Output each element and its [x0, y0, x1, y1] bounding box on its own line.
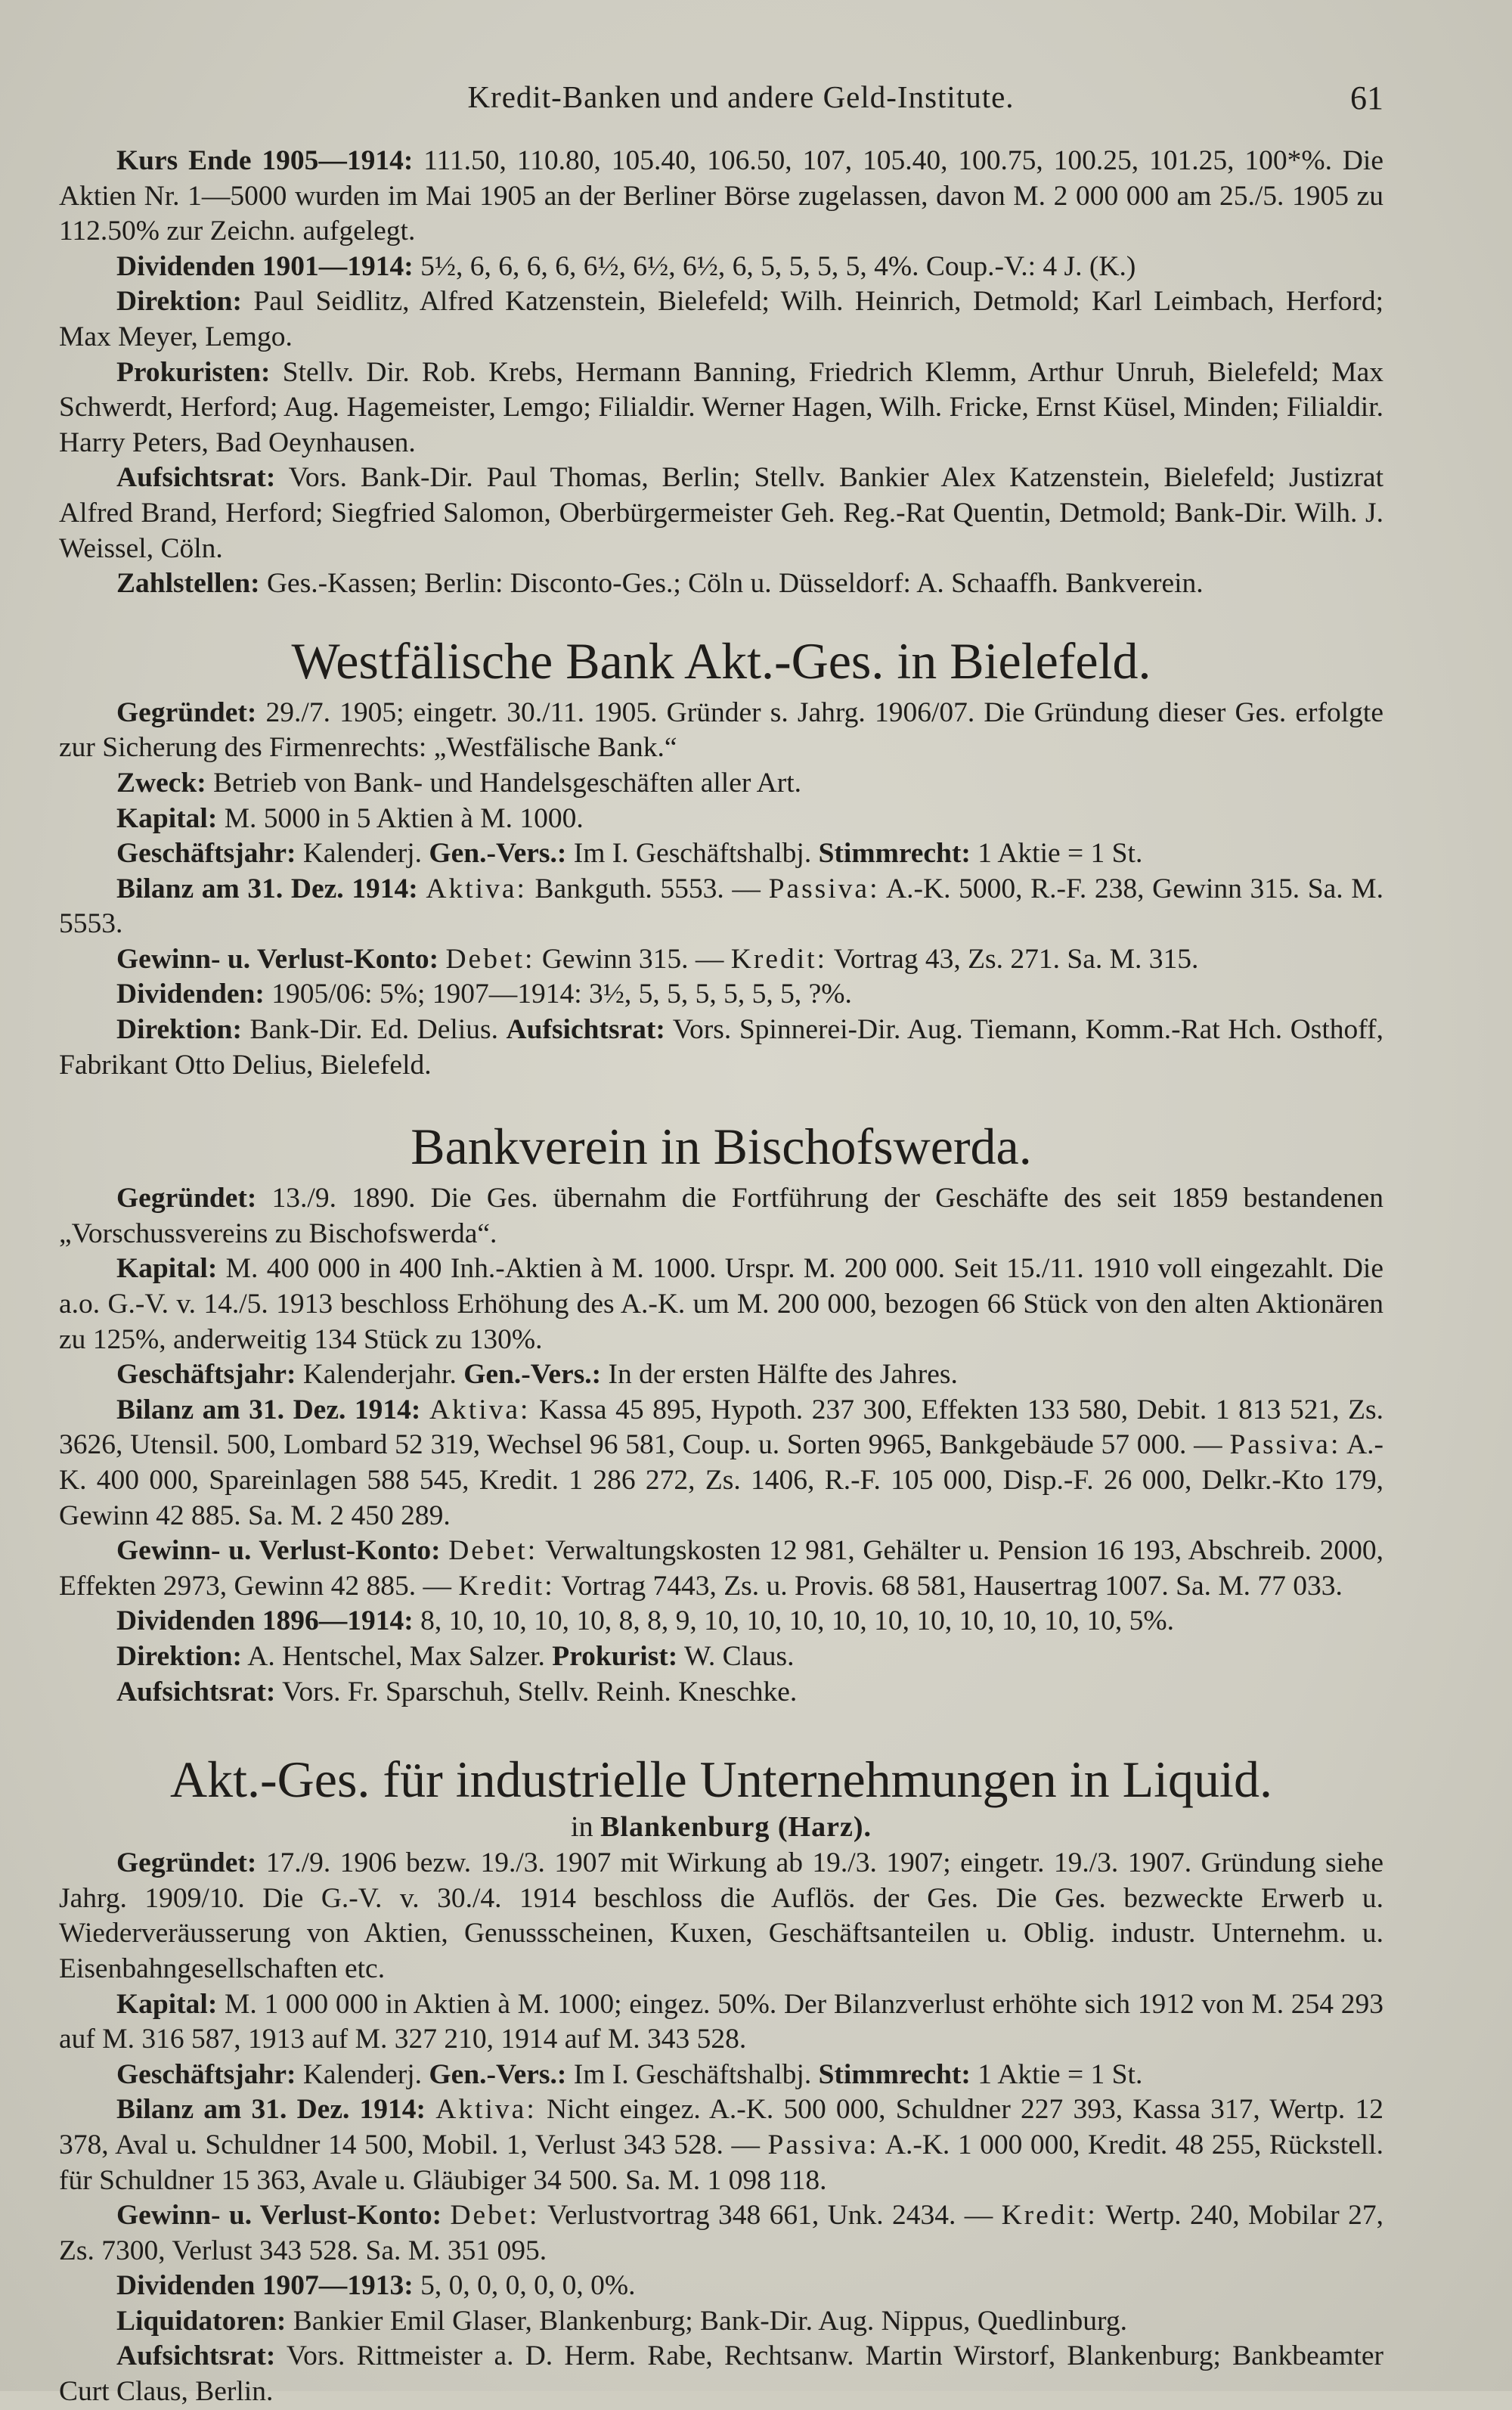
- industrie-kredit-label: Kredit:: [1001, 2200, 1098, 2232]
- bischofswerda-bilanz: [59, 1393, 1383, 1534]
- bischofswerda-kredit-label: Kredit:: [458, 1570, 555, 1602]
- prokuristen-paragraph: [59, 355, 1383, 461]
- industrie-gj-label: Geschäftsjahr:: [116, 2058, 296, 2090]
- prokuristen-label: Prokuristen:: [116, 356, 271, 388]
- bischofswerda-gj-label: Geschäftsjahr:: [116, 1359, 296, 1391]
- westfalen-gegruendet: [59, 696, 1383, 766]
- industrie-geschaeftsjahr: [59, 2058, 1383, 2093]
- bischofswerda-kapital: [59, 1252, 1383, 1357]
- kurs-label: Kurs Ende 1905—1914:: [116, 145, 414, 176]
- bischofswerda-gewinn: [59, 1534, 1383, 1604]
- industrie-aktiva-text: Nicht eingez. A.-K. 500 000, Schuldner 227 393, Kassa 317, Wertp. 12 378, Aval u. Schuldner 14 500, Mobil. 1, Verlust 343 528. —: [59, 2094, 1384, 2160]
- westfalen-gj-text: Kalenderj.: [296, 838, 429, 870]
- industrie-title: Akt.-Ges. für industrielle Unternehmungen in Liquid.: [170, 1751, 1272, 1809]
- westfalen-gewinn-label: Gewinn- u. Verlust-Konto:: [116, 943, 439, 975]
- industrie-liquidatoren: [59, 2304, 1383, 2340]
- bischofswerda-passiva-text: A.-K. 400 000, Spareinlagen 588 545, Kredit. 1 286 272, Zs. 1406, R.-F. 105 000, Disp.-F. 26 000, Delkr.-Kto 179, Gewinn 42 885. Sa. M. 2 450 289.: [59, 1429, 1384, 1531]
- westfalen-direktion-text: Bank-Dir. Ed. Delius.: [241, 1014, 507, 1046]
- industrie-genvers-label: Gen.-Vers.:: [429, 2058, 567, 2090]
- industrie-stimmrecht-text: 1 Aktie = 1 St.: [970, 2058, 1143, 2090]
- industrie-kapital-label: Kapital:: [116, 1988, 218, 2020]
- industrie-bilanz-label: Bilanz am 31. Dez. 1914:: [116, 2094, 426, 2126]
- industrie-kredit-text: Wertp. 240, Mobilar 27, Zs. 7300, Verlust 343 528. Sa. M. 351 095.: [59, 2200, 1383, 2266]
- industrie-genvers-text: Im I. Geschäftshalbj.: [566, 2058, 819, 2090]
- prokuristen-text: Stellv. Dir. Rob. Krebs, Hermann Banning, Friedrich Klemm, Arthur Unruh, Bielefeld; Max Schwerdt, Herford; Aug. Hagemeister, Lemgo; Filialdir. Werner Hagen, Wilh. Fricke, Ernst Küsel, Minden; Filialdir. Harry Peters, Bad Oeynhausen.: [59, 356, 1383, 458]
- industrie-subtitle-place: Blankenburg (Harz).: [600, 1811, 872, 1844]
- industrie-gj-text: Kalenderj.: [296, 2058, 429, 2090]
- bischofswerda-aufsichtsrat-text: Vors. Fr. Sparschuh, Stellv. Reinh. Kneschke.: [275, 1676, 798, 1707]
- bischofswerda-debet-text: Verwaltungskosten 12 981, Gehälter u. Pension 16 193, Abschreib. 2000, Effekten 2973, Gewinn 42 885. —: [59, 1535, 1383, 1602]
- westfalen-geschaeftsjahr: [59, 836, 1383, 872]
- westfalen-dividenden-text: 1905/06: 5%; 1907—1914: 3½, 5, 5, 5, 5, 5, 5, ?%.: [264, 979, 852, 1010]
- bischofswerda-aufsichtsrat: [59, 1675, 1383, 1711]
- westfalen-stimmrecht-label: Stimmrecht:: [818, 838, 971, 870]
- bischofswerda-geschaeftsjahr: [59, 1357, 1383, 1393]
- industrie-dividenden-label: Dividenden 1907—1913:: [116, 2270, 414, 2302]
- westfalen-genvers-label: Gen.-Vers.:: [429, 838, 567, 870]
- industrie-liquidatoren-label: Liquidatoren:: [116, 2305, 287, 2337]
- bischofswerda-genvers-text: In der ersten Hälfte des Jahres.: [601, 1359, 958, 1391]
- bischofswerda-direktion: [59, 1639, 1383, 1675]
- bischofswerda-gewinn-label: Gewinn- u. Verlust-Konto:: [116, 1535, 441, 1567]
- westfalen-zweck-label: Zweck:: [116, 767, 206, 799]
- bischofswerda-bilanz-label: Bilanz am 31. Dez. 1914:: [116, 1394, 421, 1425]
- westfalen-zweck-text: Betrieb von Bank- und Handelsgeschäften aller Art.: [206, 767, 801, 799]
- westfalen-debet-text: Gewinn 315. —: [534, 943, 731, 975]
- industrie-aktiva-label: Aktiva:: [435, 2094, 537, 2126]
- westfalen-aufsichtsrat-label: Aufsichtsrat:: [506, 1014, 665, 1046]
- aufsichtsrat-text: Vors. Bank-Dir. Paul Thomas, Berlin; Stellv. Bankier Alex Katzenstein, Bielefeld; Justizrat Alfred Brand, Herford; Siegfried Salomon, Oberbürgermeister Geh. Reg.-Rat Quentin, Detmold; Bank-Dir. Wilh. J. Weissel, Cöln.: [59, 462, 1383, 564]
- westfalen-gewinn: [59, 942, 1383, 978]
- industrie-passiva-label: Passiva:: [767, 2129, 879, 2160]
- bischofswerda-dividenden-text: 8, 10, 10, 10, 10, 8, 8, 9, 10, 10, 10, 10, 10, 10, 10, 10, 10, 10, 5%.: [413, 1605, 1174, 1637]
- westfalen-bilanz-label: Bilanz am 31. Dez. 1914:: [116, 873, 418, 904]
- dividenden-label: Dividenden 1901—1914:: [116, 250, 414, 282]
- westfalen-dividenden: [59, 977, 1383, 1013]
- zahlstellen-paragraph: [59, 566, 1383, 602]
- direktion-paragraph: [59, 284, 1383, 355]
- westfalen-kredit-text: Vortrag 43, Zs. 271. Sa. M. 315.: [827, 943, 1199, 975]
- industrie-gegruendet-label: Gegründet:: [116, 1847, 257, 1879]
- bischofswerda-gegruendet: [59, 1181, 1383, 1252]
- industrie-kapital-text: M. 1 000 000 in Aktien à M. 1000; eingez. 50%. Der Bilanzverlust erhöhte sich 1912 von M. 254 293 auf M. 316 587, 1913 auf M. 327 210, 1914 auf M. 343 528.: [59, 1988, 1383, 2055]
- bischofswerda-genvers-label: Gen.-Vers.:: [463, 1359, 602, 1391]
- industrie-debet-text: Verlustvortrag 348 661, Unk. 2434. —: [539, 2200, 1002, 2232]
- industrie-stimmrecht-label: Stimmrecht:: [818, 2058, 971, 2090]
- direktion-label: Direktion:: [116, 286, 242, 318]
- westfalen-kapital: [59, 802, 1383, 837]
- running-title: Kredit-Banken und andere Geld-Institute.: [467, 79, 1015, 114]
- zahlstellen-label: Zahlstellen:: [116, 568, 260, 600]
- industrie-aufsichtsrat-label: Aufsichtsrat:: [116, 2340, 276, 2372]
- direktion-text: Paul Seidlitz, Alfred Katzenstein, Bielefeld; Wilh. Heinrich, Detmold; Karl Leimbach, Herford; Max Meyer, Lemgo.: [59, 286, 1383, 352]
- industrie-dividenden-text: 5, 0, 0, 0, 0, 0, 0%.: [413, 2270, 636, 2302]
- westfalen-aktiva-text: Bankguth. 5553. —: [526, 873, 769, 904]
- industrie-liquidatoren-text: Bankier Emil Glaser, Blankenburg; Bank-Dir. Aug. Nippus, Quedlinburg.: [286, 2305, 1127, 2337]
- industrie-gewinn-label: Gewinn- u. Verlust-Konto:: [116, 2200, 442, 2232]
- westfalen-gegruendet-text: 29./7. 1905; eingetr. 30./11. 1905. Gründer s. Jahrg. 1906/07. Die Gründung dieser Ges. erfolgte zur Sicherung des Firmenrechts: „Westfälische Bank.“: [59, 696, 1383, 764]
- westfalen-gj-label: Geschäftsjahr:: [116, 838, 296, 870]
- bischofswerda-aktiva-text: Kassa 45 895, Hypoth. 237 300, Effekten 133 580, Debit. 1 813 521, Zs. 3626, Utensil. 500, Lombard 52 319, Wechsel 96 581, Coup. u. Sorten 9965, Bankgebäude 57 000. —: [59, 1394, 1383, 1461]
- bischofswerda-direktion-label: Direktion:: [116, 1640, 242, 1672]
- westfalen-bilanz: [59, 872, 1383, 942]
- industrie-bilanz: [59, 2092, 1383, 2198]
- westfalen-aktiva-label: Aktiva:: [426, 873, 527, 904]
- industrie-subtitle-in: in: [571, 1811, 601, 1844]
- industrie-gegruendet-text: 17./9. 1906 bezw. 19./3. 1907 mit Wirkung ab 19./3. 1907; eingetr. 19./3. 1907. Gründung siehe Jahrg. 1909/10. Die G.-V. v. 30./4. 1914 beschloss die Auflös. der Ges. Die Ges. bezweckte Erwerb u. Wiederveräusserung von Aktien, Genussscheinen, Kuxen, Geschäftsanteilen u. Oblig. industr. Unternehm. u. Eisenbahngesellschaften etc.: [59, 1847, 1383, 1984]
- bischofswerda-kapital-label: Kapital:: [116, 1253, 218, 1285]
- bischofswerda-aufsichtsrat-label: Aufsichtsrat:: [116, 1676, 276, 1707]
- bischofswerda-passiva-label: Passiva:: [1229, 1429, 1341, 1461]
- bischofswerda-debet-label: Debet:: [448, 1535, 538, 1567]
- bischofswerda-title: Bankverein in Bischofswerda.: [411, 1118, 1032, 1176]
- westfalen-kredit-label: Kredit:: [730, 943, 828, 975]
- aufsichtsrat-paragraph: [59, 461, 1383, 566]
- aufsichtsrat-label: Aufsichtsrat:: [116, 462, 276, 494]
- westfalen-kapital-text: M. 5000 in 5 Aktien à M. 1000.: [217, 802, 584, 834]
- bischofswerda-kapital-text: M. 400 000 in 400 Inh.-Aktien à M. 1000. Urspr. M. 200 000. Seit 15./11. 1910 voll eingezahlt. Die a.o. G.-V. v. 14./5. 1913 beschloss Erhöhung des A.-K. um M. 200 000, bezogen 66 Stück von den alten Aktionären zu 125%, anderweitig 134 Stück zu 130%.: [59, 1253, 1383, 1355]
- westfalen-title: Westfälische Bank Akt.-Ges. in Bielefeld.: [291, 631, 1151, 690]
- industrie-gewinn: [59, 2198, 1383, 2269]
- westfalen-kapital-label: Kapital:: [116, 802, 218, 834]
- westfalen-direktion: [59, 1013, 1383, 1083]
- industrie-passiva-text: A.-K. 1 000 000, Kredit. 48 255, Rückstell. für Schuldner 15 363, Avale u. Gläubiger 34 500. Sa. M. 1 098 118.: [59, 2129, 1383, 2196]
- bischofswerda-gegruendet-label: Gegründet:: [116, 1183, 257, 1214]
- kurs-paragraph: [59, 144, 1383, 250]
- westfalen-passiva-text: A.-K. 5000, R.-F. 238, Gewinn 315. Sa. M. 5553.: [59, 873, 1384, 940]
- westfalen-genvers-text: Im I. Geschäftshalbj.: [566, 838, 819, 870]
- industrie-aufsichtsrat-text: Vors. Rittmeister a. D. Herm. Rabe, Rechtsanw. Martin Wirstorf, Blankenburg; Bankbeamter Curt Claus, Berlin.: [59, 2340, 1383, 2408]
- bischofswerda-direktion-text: A. Hentschel, Max Salzer.: [241, 1640, 553, 1672]
- industrie-dividenden: [59, 2269, 1383, 2304]
- westfalen-stimmrecht-text: 1 Aktie = 1 St.: [970, 838, 1143, 870]
- page-number: 61: [1350, 79, 1383, 116]
- westfalen-passiva-label: Passiva:: [768, 873, 880, 904]
- bischofswerda-kredit-text: Vortrag 7443, Zs. u. Provis. 68 581, Hausertrag 1007. Sa. M. 77 033.: [554, 1570, 1343, 1602]
- westfalen-dividenden-label: Dividenden:: [116, 979, 265, 1010]
- industrie-subtitle: [59, 1810, 1383, 1844]
- bischofswerda-dividenden-label: Dividenden 1896—1914:: [116, 1605, 414, 1637]
- bischofswerda-gegruendet-text: 13./9. 1890. Die Ges. übernahm die Fortführung der Geschäfte des seit 1859 bestandenen „Vorschussvereins zu Bischofswerda“.: [59, 1183, 1383, 1249]
- bischofswerda-gj-text: Kalenderjahr.: [296, 1359, 464, 1391]
- westfalen-zweck: [59, 766, 1383, 802]
- kurs-text: 111.50, 110.80, 105.40, 106.50, 107, 105.40, 100.75, 100.25, 101.25, 100*%. Die Aktien Nr. 1—5000 wurden im Mai 1905 an der Berliner Börse zugelassen, davon M. 2 000 000 am 25./5. 1905 zu 112.50% zur Zeichn. aufgelegt.: [59, 145, 1383, 247]
- page-body: [59, 144, 1383, 2410]
- westfalen-aufsichtsrat-text: Vors. Spinnerei-Dir. Aug. Tiemann, Komm.-Rat Hch. Osthoff, Fabrikant Otto Delius, Bielefeld.: [59, 1014, 1383, 1081]
- bischofswerda-prokurist-text: W. Claus.: [677, 1640, 795, 1672]
- industrie-kapital: [59, 1987, 1383, 2058]
- bischofswerda-aktiva-label: Aktiva:: [429, 1394, 531, 1425]
- bischofswerda-prokurist-label: Prokurist:: [552, 1640, 678, 1672]
- dividenden-paragraph: [59, 250, 1383, 285]
- zahlstellen-text: Ges.-Kassen; Berlin: Disconto-Ges.; Cöln u. Düsseldorf: A. Schaaffh. Bankverein.: [259, 568, 1204, 600]
- westfalen-gegruendet-label: Gegründet:: [116, 696, 257, 728]
- westfalen-debet-label: Debet:: [445, 943, 535, 975]
- industrie-gegruendet: [59, 1846, 1383, 1987]
- westfalen-direktion-label: Direktion:: [116, 1014, 242, 1046]
- page-header: [0, 73, 1512, 133]
- industrie-aufsichtsrat: [59, 2339, 1383, 2409]
- bischofswerda-dividenden: [59, 1604, 1383, 1639]
- dividenden-text: 5½, 6, 6, 6, 6, 6½, 6½, 6½, 6, 5, 5, 5, 5, 4%. Coup.-V.: 4 J. (K.): [413, 250, 1136, 282]
- industrie-debet-label: Debet:: [450, 2200, 540, 2232]
